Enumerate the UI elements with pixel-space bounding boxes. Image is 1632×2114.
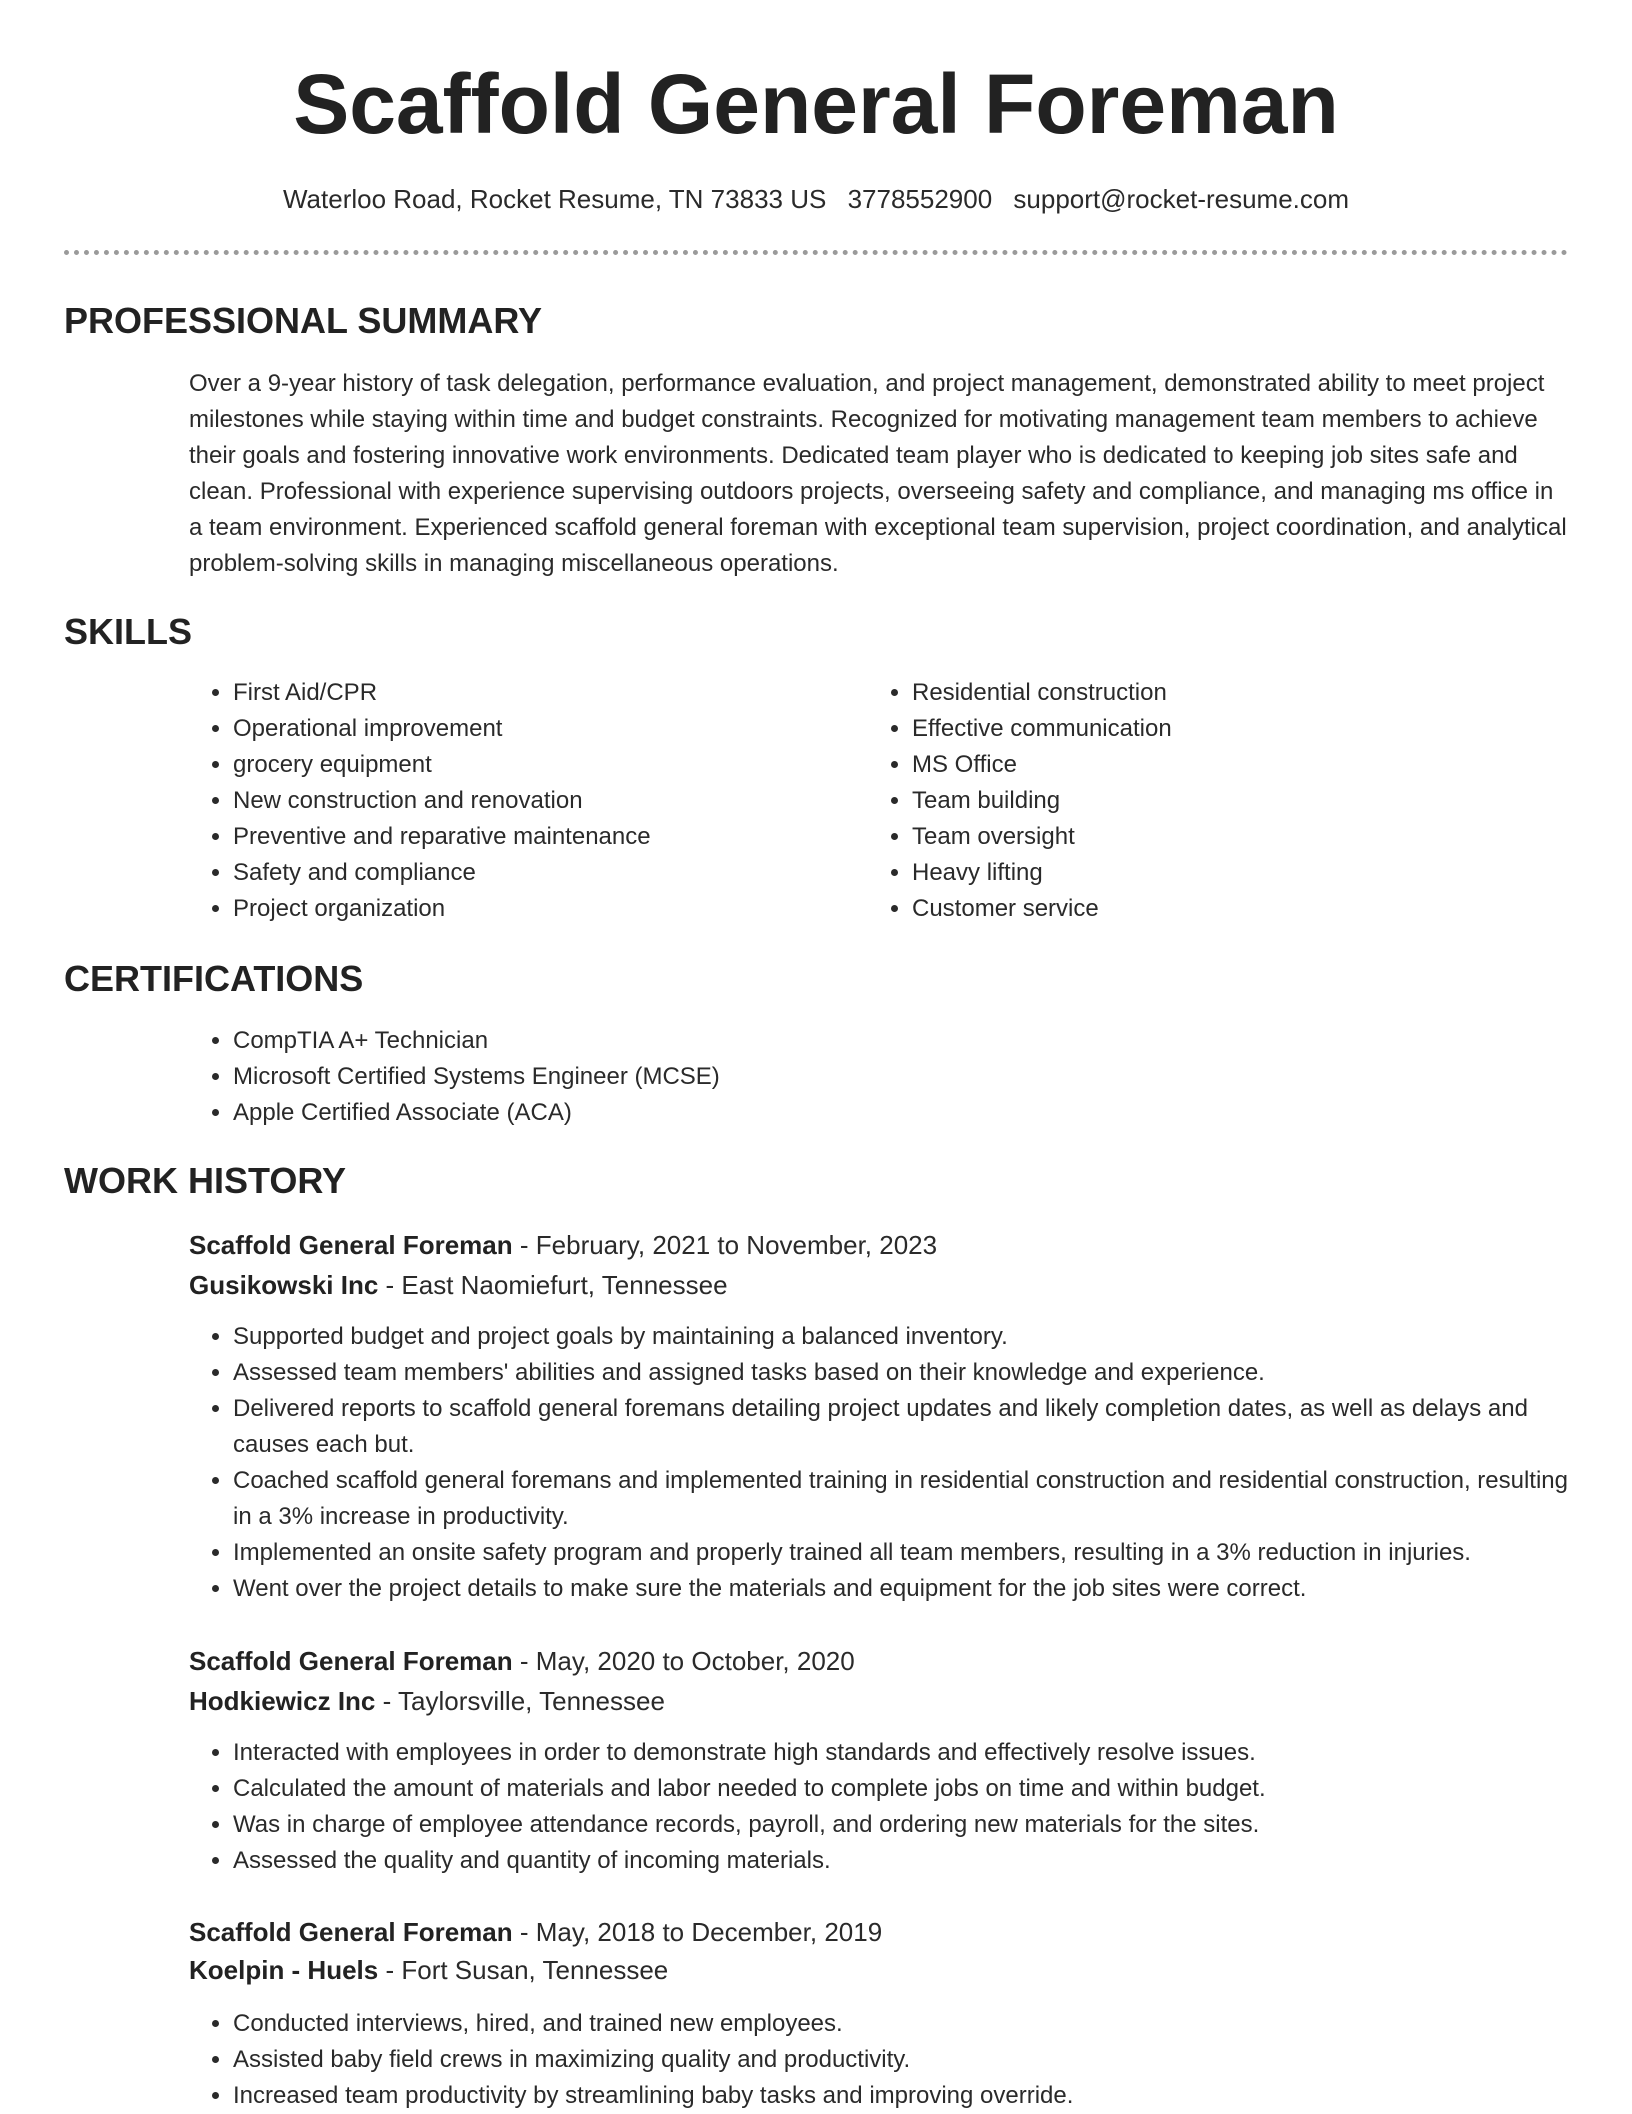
skills-heading: SKILLS	[64, 611, 193, 652]
job-bullet: • Interacted with employees in order to demonstrate high standards and effectively resolve issues.	[233, 1735, 1589, 1771]
job-company: Koelpin - Huels	[189, 1955, 379, 1985]
job-role: Scaffold General Foreman	[189, 1917, 513, 1947]
job-dates: - May, 2020 to October, 2020	[512, 1646, 855, 1676]
contact-phone: 3778552900	[847, 184, 993, 214]
certification-item: • CompTIA A+ Technician	[233, 1023, 1533, 1059]
contact-email: support@rocket-resume.com	[1013, 184, 1350, 214]
job-bullet: • Assisted baby field crews in maximizing quality and productivity.	[233, 2042, 1589, 2078]
skills-list-right	[868, 675, 1512, 927]
certification-item: • Microsoft Certified Systems Engineer (MCSE)	[233, 1059, 1533, 1095]
contact-line	[0, 180, 1632, 218]
job-title-line	[189, 1641, 855, 1681]
job-bullet: • Assessed the quality and quantity of incoming materials.	[233, 1843, 1589, 1879]
skill-item: • Customer service	[912, 891, 1512, 927]
skill-item: • grocery equipment	[233, 747, 833, 783]
job-title-line	[189, 1912, 882, 1952]
summary-text: Over a 9-year history of task delegation, performance evaluation, and project management, demonstrated ability to meet project milestones while staying within time and budget constraints. Recognized for motivating management team members to achieve their goals and fostering innovative work environments. Dedicated team player who is dedicated to keeping job sites safe and clean. Professional with experience supervising outdoors projects, overseeing safety and compliance, and managing ms office in a team environment. Experienced scaffold general foreman with exceptional team supervision, project coordination, and analytical problem-solving skills in managing miscellaneous operations.	[189, 370, 1567, 577]
skill-item: • Preventive and reparative maintenance	[233, 819, 833, 855]
job-company: Hodkiewicz Inc	[189, 1686, 376, 1716]
job-bullet: • Assessed team members' abilities and assigned tasks based on their knowledge and experience.	[233, 1355, 1589, 1391]
skill-item: • MS Office	[912, 747, 1512, 783]
job-company-line	[189, 1681, 665, 1721]
certification-item: • Apple Certified Associate (ACA)	[233, 1095, 1533, 1131]
skill-item: • Operational improvement	[233, 711, 833, 747]
job-location: - Fort Susan, Tennessee	[378, 1955, 669, 1985]
job-dates: - February, 2021 to November, 2023	[512, 1230, 938, 1260]
job-bullets	[189, 1319, 1589, 1607]
job-location: - Taylorsville, Tennessee	[375, 1686, 665, 1716]
job-bullet: • Was in charge of employee attendance records, payroll, and ordering new materials for the sites.	[233, 1807, 1589, 1843]
certifications-list	[189, 1023, 1533, 1131]
job-bullet: • Coached scaffold general foremans and implemented training in residential construction and residential construction, resulting in a 3% increase in productivity.	[233, 1463, 1589, 1535]
job-role: Scaffold General Foreman	[189, 1230, 513, 1260]
skill-item: • New construction and renovation	[233, 783, 833, 819]
header-divider	[64, 250, 1568, 255]
job-bullet: • Implemented an onsite safety program and properly trained all team members, resulting in a 3% reduction in injuries.	[233, 1535, 1589, 1571]
job-bullets	[189, 1735, 1589, 1879]
job-company-line	[189, 1265, 728, 1305]
job-bullet: • Delivered reports to scaffold general foremans detailing project updates and likely completion dates, as well as delays and causes each but.	[233, 1391, 1589, 1463]
job-bullets	[189, 2006, 1589, 2114]
job-bullet: • Supported budget and project goals by maintaining a balanced inventory.	[233, 1319, 1589, 1355]
skill-item: • Effective communication	[912, 711, 1512, 747]
contact-address: Waterloo Road, Rocket Resume, TN 73833 US	[282, 184, 827, 214]
work-history-heading: WORK HISTORY	[64, 1160, 347, 1201]
skill-item: • Residential construction	[912, 675, 1512, 711]
skill-item: • Safety and compliance	[233, 855, 833, 891]
job-title-line	[189, 1225, 937, 1265]
job-company-line	[189, 1950, 668, 1990]
job-bullet: • Calculated the amount of materials and labor needed to complete jobs on time and within budget.	[233, 1771, 1589, 1807]
job-company: Gusikowski Inc	[189, 1270, 379, 1300]
job-location: - East Naomiefurt, Tennessee	[378, 1270, 728, 1300]
job-dates: - May, 2018 to December, 2019	[512, 1917, 883, 1947]
resume-name: Scaffold General Foreman	[293, 57, 1339, 151]
job-bullet: • Increased team productivity by streamlining baby tasks and improving override.	[233, 2078, 1589, 2114]
job-bullet: • Conducted interviews, hired, and trained new employees.	[233, 2006, 1589, 2042]
job-role: Scaffold General Foreman	[189, 1646, 513, 1676]
skill-item: • First Aid/CPR	[233, 675, 833, 711]
job-bullet: • Went over the project details to make sure the materials and equipment for the job sites were correct.	[233, 1571, 1589, 1607]
skill-item: • Team building	[912, 783, 1512, 819]
certifications-heading: CERTIFICATIONS	[64, 958, 364, 999]
skills-list-left	[189, 675, 833, 927]
summary-heading: PROFESSIONAL SUMMARY	[64, 300, 543, 341]
skill-item: • Team oversight	[912, 819, 1512, 855]
skill-item: • Project organization	[233, 891, 833, 927]
skill-item: • Heavy lifting	[912, 855, 1512, 891]
